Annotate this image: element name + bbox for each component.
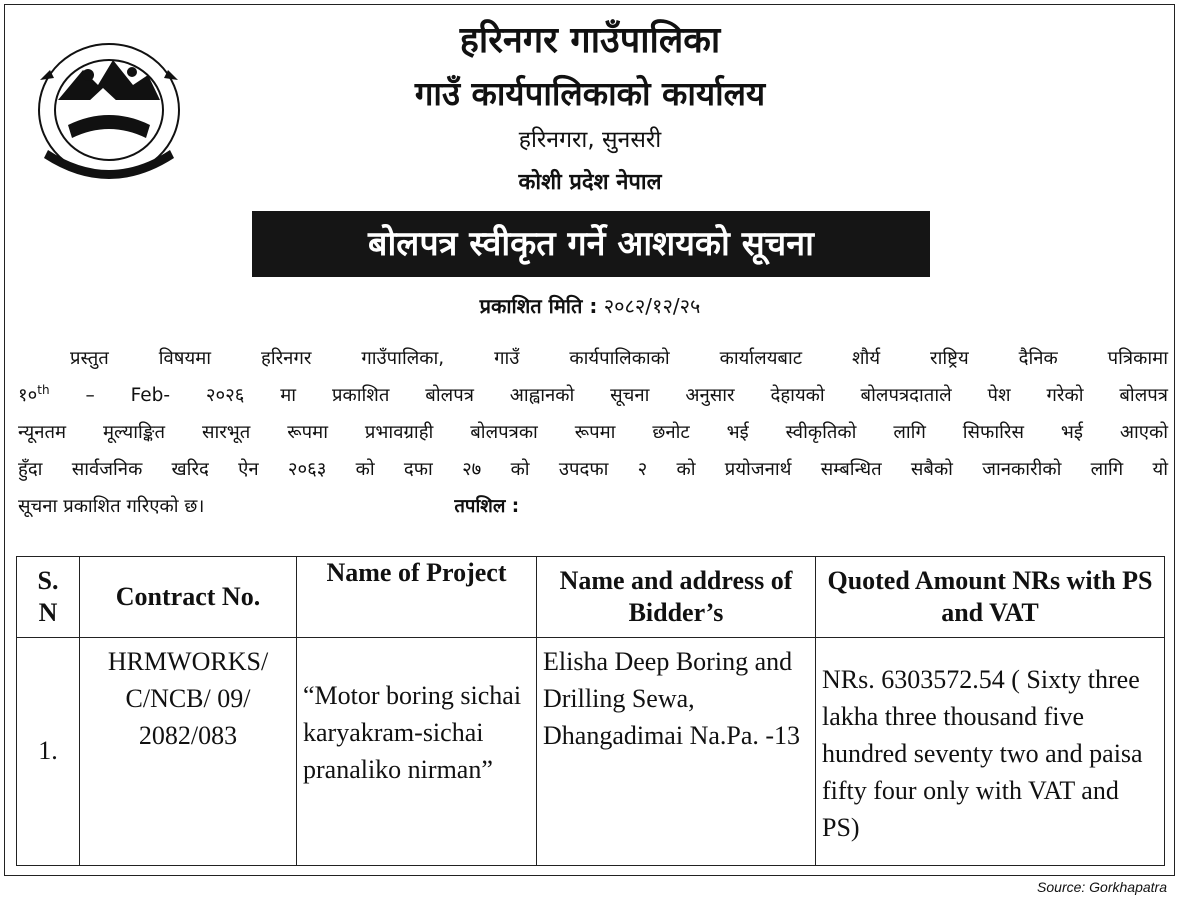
contract-table: [16, 556, 1165, 866]
office-name: गाउँ कार्यपालिकाको कार्यालय: [414, 74, 766, 113]
published-label: प्रकाशित मिति :: [479, 294, 598, 318]
municipality-name: हरिनगर गाउँपालिका: [459, 20, 721, 61]
body-line-3: न्यूनतम मूल्याङ्कित सारभूत रूपमा प्रभावग्राही बोलपत्रका रूपमा छनोट भई स्वीकृतिको लागि सिफारिस भई आएको: [18, 422, 1168, 443]
body-line-5: [18, 488, 1168, 525]
details-label: तपशिल :: [454, 496, 520, 517]
body-line-2-rest: – Feb- २०२६ मा प्रकाशित बोलपत्र आह्वानको सूचना अनुसार देहायको बोलपत्रदाताले पेश गरेको बोलपत्र: [49, 385, 1168, 406]
body-line-1: प्रस्तुत विषयमा हरिनगर गाउँपालिका, गाउँ कार्यपालिकाको कार्यालयबाट शौर्य राष्ट्रिय दैनिक पत्रिकामा: [70, 348, 1168, 369]
body-line-2-sup: th: [37, 382, 50, 397]
cell-sn: 1.: [17, 638, 80, 866]
office-address: हरिनगरा, सुनसरी: [518, 127, 662, 153]
notice-title: बोलपत्र स्वीकृत गर्ने आशयको सूचना: [252, 211, 930, 277]
cell-project: “Motor boring sichai karyakram-sichai pranaliko nirman”: [297, 638, 537, 866]
published-date-value: २०८२/१२/२५: [603, 294, 701, 318]
body-line-5-text: सूचना प्रकाशित गरिएको छ।: [18, 496, 205, 517]
cell-bidder: Elisha Deep Boring and Drilling Sewa, Dhangadimai Na.Pa. -13: [537, 638, 816, 866]
header-bidder: Name and address of Bidder’s: [537, 557, 816, 638]
header-project: Name of Project: [297, 557, 537, 638]
table-header-row: [17, 557, 1165, 638]
published-date: [300, 292, 880, 319]
body-line-2: [18, 377, 1168, 414]
source-credit: Source: Gorkhapatra: [1037, 879, 1167, 895]
cell-amount: NRs. 6303572.54 ( Sixty three lakha three thousand five hundred seventy two and paisa fifty four only with VAT and PS): [816, 638, 1165, 866]
header-contract: Contract No.: [80, 557, 297, 638]
header-amount: Quoted Amount NRs with PS and VAT: [816, 557, 1165, 638]
body-line-2-day: १०: [18, 385, 38, 406]
header-sn: S. N: [17, 557, 80, 638]
notice-body: [18, 340, 1168, 525]
body-line-4: हुँदा सार्वजनिक खरिद ऐन २०६३ को दफा २७ को उपदफा २ को प्रयोजनार्थ सम्बन्धित सबैको जानकारीको लागि यो: [18, 459, 1168, 480]
cell-contract: HRMWORKS/ C/NCB/ 09/ 2082/083: [80, 638, 297, 866]
table-row: [17, 638, 1165, 866]
province-country: कोशी प्रदेश नेपाल: [518, 170, 662, 195]
nepal-government-emblem-icon: [28, 30, 190, 188]
